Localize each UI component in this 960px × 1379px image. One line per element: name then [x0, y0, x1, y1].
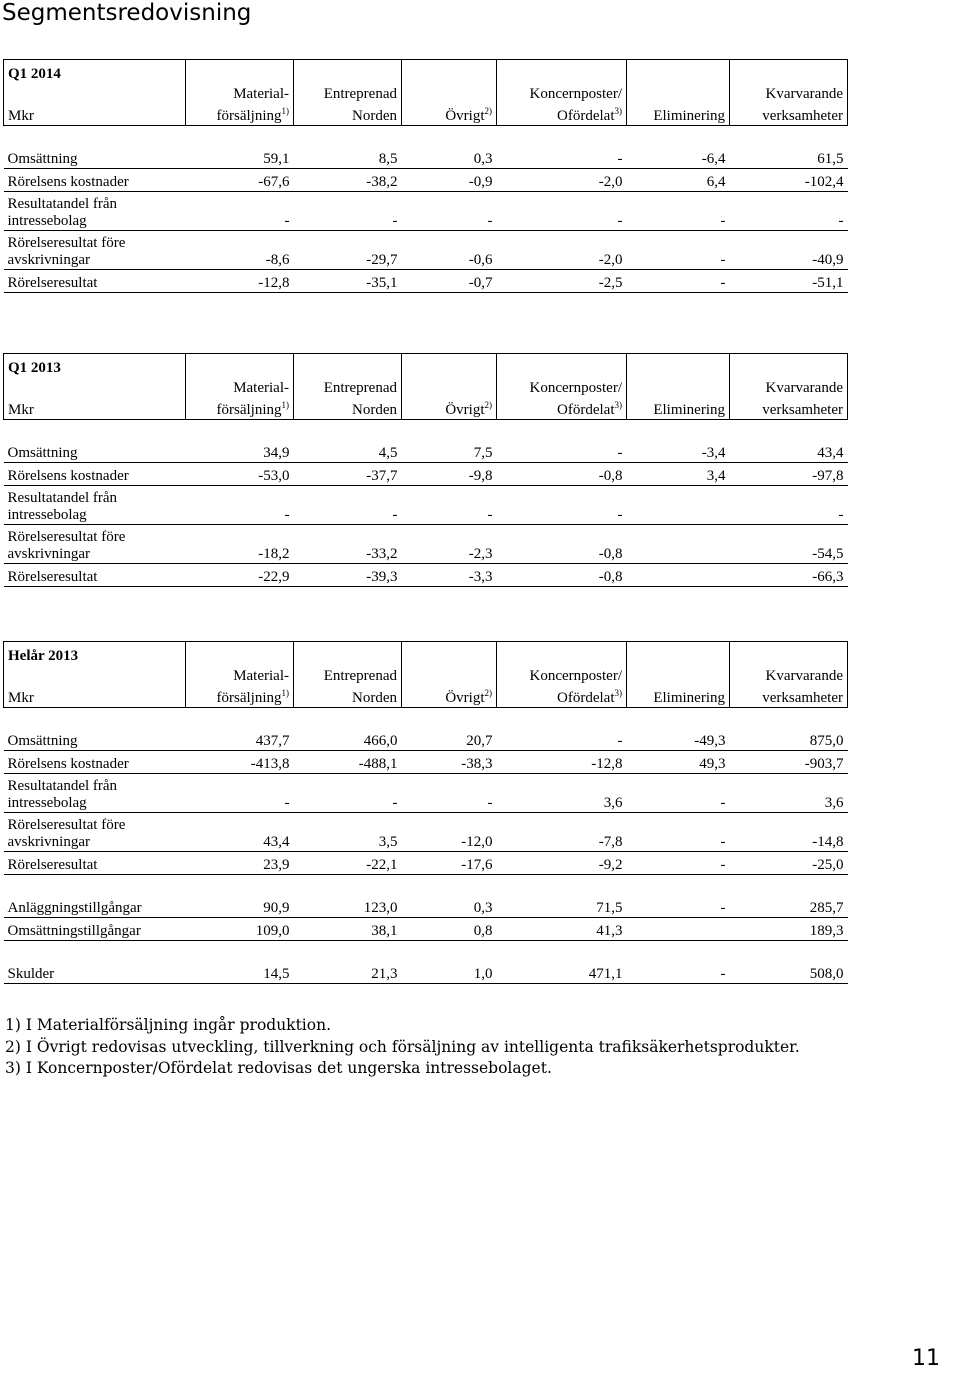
- period-header-row: [4, 354, 848, 378]
- table-cell: -2,5: [497, 270, 627, 293]
- row-label-line1: Rörelseresultat: [7, 275, 98, 291]
- table-cell: 3,6: [730, 774, 848, 813]
- table-cell: -67,6: [186, 169, 294, 192]
- table-row: [4, 728, 848, 751]
- header-spacer: [497, 354, 627, 378]
- column-header-line1: Kvarvarande: [765, 380, 843, 396]
- row-label-line1: Rörelseresultat: [7, 857, 98, 873]
- row-label-line1: Skulder: [7, 966, 55, 982]
- table-row: [4, 961, 848, 984]
- table-cell: -: [402, 192, 497, 231]
- footnote-1: 1) I Materialförsäljning ingår produktion.: [5, 1016, 331, 1034]
- column-header: [294, 665, 402, 708]
- column-header-line2: Ofördelat: [557, 108, 615, 124]
- table-cell: 49,3: [627, 751, 730, 774]
- row-label: [4, 486, 186, 525]
- header-spacer: [497, 642, 627, 666]
- header-spacer: [497, 60, 627, 84]
- table-cell: 437,7: [186, 728, 294, 751]
- column-header-line2: verksamheter: [762, 108, 843, 124]
- column-header-line2: försäljning: [216, 108, 282, 124]
- table-cell: 23,9: [186, 852, 294, 875]
- row-label-line1: Resultatandel från: [7, 196, 118, 212]
- header-spacer: [294, 60, 402, 84]
- page-title: Segmentsredovisning: [2, 0, 252, 26]
- column-header: [627, 83, 730, 126]
- column-header: [730, 83, 848, 126]
- table-cell: -53,0: [186, 463, 294, 486]
- table-cell: -102,4: [730, 169, 848, 192]
- table-cell: 3,4: [627, 463, 730, 486]
- row-label: [4, 270, 186, 293]
- column-header-line1: Material-: [233, 380, 289, 396]
- row-label: [4, 852, 186, 875]
- table-row: [4, 895, 848, 918]
- table-cell: -: [497, 146, 627, 169]
- table-row: [4, 918, 848, 941]
- table-cell: -3,3: [402, 564, 497, 587]
- table-cell: -18,2: [186, 525, 294, 564]
- unit-text: Mkr: [8, 690, 34, 706]
- table-cell: 41,3: [497, 918, 627, 941]
- row-label-line1: Rörelsens kostnader: [7, 756, 129, 772]
- row-label-line1: Rörelseresultat före: [7, 529, 126, 545]
- column-header-row: [4, 377, 848, 420]
- table-cell: 90,9: [186, 895, 294, 918]
- column-header-line1: Kvarvarande: [765, 86, 843, 102]
- period-header-row: [4, 60, 848, 84]
- column-header: [627, 665, 730, 708]
- table-cell: -: [627, 961, 730, 984]
- table-cell: -: [186, 774, 294, 813]
- column-header-line1: Entreprenad: [323, 86, 397, 102]
- table-cell: -6,4: [627, 146, 730, 169]
- table-cell: 8,5: [294, 146, 402, 169]
- table-cell: -54,5: [730, 525, 848, 564]
- table-cell: 875,0: [730, 728, 848, 751]
- column-header-line2: verksamheter: [762, 690, 843, 706]
- gap-row: [4, 708, 848, 729]
- column-header: [627, 377, 730, 420]
- period-text: Q1 2014: [8, 66, 61, 82]
- column-header-line1: Material-: [233, 668, 289, 684]
- table-cell: -39,3: [294, 564, 402, 587]
- column-header-line1: Koncernposter/: [529, 380, 622, 396]
- table-cell: -97,8: [730, 463, 848, 486]
- row-label: [4, 192, 186, 231]
- table-cell: 0,8: [402, 918, 497, 941]
- table-cell: -38,2: [294, 169, 402, 192]
- column-header: [294, 83, 402, 126]
- gap-row: [4, 420, 848, 441]
- table-cell: [627, 564, 730, 587]
- table-cell: 109,0: [186, 918, 294, 941]
- table-cell: -: [186, 486, 294, 525]
- row-label: [4, 564, 186, 587]
- table-cell: -903,7: [730, 751, 848, 774]
- table-cell: -0,8: [497, 564, 627, 587]
- table-cell: -0,6: [402, 231, 497, 270]
- table-cell: -12,8: [186, 270, 294, 293]
- column-header-line2: Eliminering: [653, 690, 725, 706]
- column-header: [730, 665, 848, 708]
- row-label-line1: Omsättning: [7, 733, 78, 749]
- table-cell: -51,1: [730, 270, 848, 293]
- column-header-line1: Kvarvarande: [765, 668, 843, 684]
- row-label-line1: Resultatandel från: [7, 490, 118, 506]
- column-header: [186, 83, 294, 126]
- table-row: [4, 564, 848, 587]
- table-cell: -: [402, 774, 497, 813]
- table-cell: -25,0: [730, 852, 848, 875]
- table-cell: 508,0: [730, 961, 848, 984]
- table-cell: -: [294, 774, 402, 813]
- table-cell: -35,1: [294, 270, 402, 293]
- table-cell: [627, 525, 730, 564]
- row-label-line2: intressebolag: [7, 213, 87, 229]
- table-cell: 34,9: [186, 440, 294, 463]
- table-cell: -38,3: [402, 751, 497, 774]
- row-label-line1: Omsättning: [7, 445, 78, 461]
- table-cell: -12,8: [497, 751, 627, 774]
- header-spacer: [627, 642, 730, 666]
- header-spacer: [186, 642, 294, 666]
- row-label-line2: intressebolag: [7, 507, 87, 523]
- table-cell: [627, 918, 730, 941]
- row-label-line1: Rörelsens kostnader: [7, 468, 129, 484]
- column-footnote-ref: 3): [614, 400, 622, 410]
- segment-table-2: [3, 641, 848, 984]
- table-cell: -22,1: [294, 852, 402, 875]
- column-header-line2: Norden: [352, 108, 397, 124]
- header-spacer: [402, 354, 497, 378]
- table-cell: 3,6: [497, 774, 627, 813]
- row-label-line1: Anläggningstillgångar: [7, 900, 142, 916]
- column-footnote-ref: 1): [281, 106, 289, 116]
- column-header: [497, 665, 627, 708]
- column-header: [294, 377, 402, 420]
- period-label: [4, 60, 186, 84]
- gap-row: [4, 126, 848, 147]
- table-cell: 43,4: [186, 813, 294, 852]
- table-cell: 59,1: [186, 146, 294, 169]
- row-label-line1: Rörelseresultat: [7, 569, 98, 585]
- header-spacer: [402, 60, 497, 84]
- table-cell: 1,0: [402, 961, 497, 984]
- gap-row: [4, 941, 848, 962]
- table-cell: 466,0: [294, 728, 402, 751]
- table-cell: 0,3: [402, 895, 497, 918]
- row-label: [4, 146, 186, 169]
- table-cell: -: [627, 852, 730, 875]
- header-spacer: [186, 60, 294, 84]
- header-spacer: [627, 354, 730, 378]
- table-row: [4, 169, 848, 192]
- table-cell: -: [627, 270, 730, 293]
- table-row: [4, 774, 848, 813]
- row-label: [4, 169, 186, 192]
- table-cell: 0,3: [402, 146, 497, 169]
- table-cell: -22,9: [186, 564, 294, 587]
- table-cell: -: [294, 192, 402, 231]
- table-cell: 189,3: [730, 918, 848, 941]
- header-spacer: [627, 60, 730, 84]
- period-text: Helår 2013: [8, 648, 79, 664]
- column-header-line2: verksamheter: [762, 402, 843, 418]
- table-cell: -: [627, 774, 730, 813]
- table-row: [4, 146, 848, 169]
- footnote-2: 2) I Övrigt redovisas utveckling, tillverkning och försäljning av intelligenta trafiksäkerhetsprodukter.: [5, 1037, 800, 1056]
- table-cell: -488,1: [294, 751, 402, 774]
- column-header: [402, 665, 497, 708]
- column-header-line2: Övrigt: [445, 690, 485, 706]
- segment-table-1: [3, 353, 848, 587]
- row-label-line1: Rörelseresultat före: [7, 235, 126, 251]
- table-cell: -66,3: [730, 564, 848, 587]
- table-row: [4, 231, 848, 270]
- column-header-line1: Koncernposter/: [529, 668, 622, 684]
- row-label: [4, 231, 186, 270]
- column-header-row: [4, 83, 848, 126]
- period-text: Q1 2013: [8, 360, 61, 376]
- footnote-3: 3) I Koncernposter/Ofördelat redovisas det ungerska intressebolaget.: [5, 1059, 552, 1077]
- table-cell: -3,4: [627, 440, 730, 463]
- column-header-line2: Norden: [352, 402, 397, 418]
- table-row: [4, 440, 848, 463]
- column-header-line1: Entreprenad: [323, 380, 397, 396]
- table-cell: [627, 486, 730, 525]
- header-spacer: [294, 354, 402, 378]
- column-header-line1: Koncernposter/: [529, 86, 622, 102]
- column-header-line1: Material-: [233, 86, 289, 102]
- row-label: [4, 813, 186, 852]
- table-cell: 20,7: [402, 728, 497, 751]
- column-header-line2: Eliminering: [653, 402, 725, 418]
- unit-label: [4, 665, 186, 708]
- table-cell: -: [497, 440, 627, 463]
- table-cell: 7,5: [402, 440, 497, 463]
- gap-row: [4, 875, 848, 896]
- row-label-line1: Rörelsens kostnader: [7, 174, 129, 190]
- column-header: [186, 377, 294, 420]
- column-footnote-ref: 2): [484, 400, 492, 410]
- column-header: [402, 377, 497, 420]
- table-cell: -37,7: [294, 463, 402, 486]
- table-cell: -: [627, 192, 730, 231]
- table-row: [4, 270, 848, 293]
- table-cell: -2,3: [402, 525, 497, 564]
- unit-label: [4, 83, 186, 126]
- table-cell: -29,7: [294, 231, 402, 270]
- table-row: [4, 751, 848, 774]
- row-label: [4, 751, 186, 774]
- column-header-line2: Norden: [352, 690, 397, 706]
- table-cell: -: [730, 192, 848, 231]
- table-cell: 4,5: [294, 440, 402, 463]
- table-cell: -: [497, 486, 627, 525]
- row-label: [4, 463, 186, 486]
- table-cell: -413,8: [186, 751, 294, 774]
- column-header: [497, 83, 627, 126]
- table-cell: 38,1: [294, 918, 402, 941]
- row-label: [4, 728, 186, 751]
- row-label-line1: Rörelseresultat före: [7, 817, 126, 833]
- row-label-line2: intressebolag: [7, 795, 87, 811]
- table-row: [4, 852, 848, 875]
- header-spacer: [730, 354, 848, 378]
- table-cell: 14,5: [186, 961, 294, 984]
- column-header-line2: Övrigt: [445, 108, 485, 124]
- page-number: 11: [912, 1346, 940, 1371]
- table-cell: -: [186, 192, 294, 231]
- row-label: [4, 918, 186, 941]
- table-cell: 471,1: [497, 961, 627, 984]
- table-cell: -: [730, 486, 848, 525]
- row-label: [4, 440, 186, 463]
- period-label: [4, 354, 186, 378]
- table-cell: 21,3: [294, 961, 402, 984]
- header-spacer: [402, 642, 497, 666]
- row-label-line1: Omsättning: [7, 151, 78, 167]
- row-label-line1: Resultatandel från: [7, 778, 118, 794]
- column-header-line2: Ofördelat: [557, 690, 615, 706]
- header-spacer: [730, 60, 848, 84]
- table-cell: 61,5: [730, 146, 848, 169]
- header-spacer: [730, 642, 848, 666]
- column-header: [186, 665, 294, 708]
- header-spacer: [294, 642, 402, 666]
- table-cell: 71,5: [497, 895, 627, 918]
- column-footnote-ref: 2): [484, 688, 492, 698]
- table-cell: -12,0: [402, 813, 497, 852]
- unit-text: Mkr: [8, 108, 34, 124]
- column-header-line2: Ofördelat: [557, 402, 615, 418]
- table-cell: -: [497, 728, 627, 751]
- header-spacer: [186, 354, 294, 378]
- period-header-row: [4, 642, 848, 666]
- column-header: [730, 377, 848, 420]
- table-cell: -: [402, 486, 497, 525]
- table-cell: -0,8: [497, 463, 627, 486]
- table-cell: 123,0: [294, 895, 402, 918]
- table-cell: -8,6: [186, 231, 294, 270]
- row-label: [4, 961, 186, 984]
- table-cell: -: [627, 813, 730, 852]
- table-row: [4, 813, 848, 852]
- column-header-line1: Entreprenad: [323, 668, 397, 684]
- table-row: [4, 486, 848, 525]
- table-cell: -17,6: [402, 852, 497, 875]
- period-label: [4, 642, 186, 666]
- table-cell: -: [294, 486, 402, 525]
- table-cell: -: [627, 895, 730, 918]
- table-cell: 3,5: [294, 813, 402, 852]
- footnotes: [5, 1015, 800, 1080]
- column-footnote-ref: 1): [281, 400, 289, 410]
- column-header-line2: Övrigt: [445, 402, 485, 418]
- table-cell: -2,0: [497, 231, 627, 270]
- table-cell: -14,8: [730, 813, 848, 852]
- column-header: [497, 377, 627, 420]
- column-footnote-ref: 3): [614, 106, 622, 116]
- table-cell: -9,2: [497, 852, 627, 875]
- row-label: [4, 895, 186, 918]
- row-label: [4, 774, 186, 813]
- column-header-line2: Eliminering: [653, 108, 725, 124]
- table-cell: -0,9: [402, 169, 497, 192]
- table-cell: -: [497, 192, 627, 231]
- table-row: [4, 525, 848, 564]
- column-header: [402, 83, 497, 126]
- table-row: [4, 192, 848, 231]
- table-cell: -2,0: [497, 169, 627, 192]
- table-cell: -40,9: [730, 231, 848, 270]
- column-header-line2: försäljning: [216, 402, 282, 418]
- table-cell: -: [627, 231, 730, 270]
- table-cell: -0,7: [402, 270, 497, 293]
- row-label: [4, 525, 186, 564]
- table-cell: -33,2: [294, 525, 402, 564]
- column-footnote-ref: 1): [281, 688, 289, 698]
- unit-label: [4, 377, 186, 420]
- row-label-line2: avskrivningar: [7, 834, 90, 850]
- table-cell: 285,7: [730, 895, 848, 918]
- segment-table-0: [3, 59, 848, 293]
- column-header-line2: försäljning: [216, 690, 282, 706]
- column-footnote-ref: 2): [484, 106, 492, 116]
- table-cell: 6,4: [627, 169, 730, 192]
- table-cell: 43,4: [730, 440, 848, 463]
- column-header-row: [4, 665, 848, 708]
- table-row: [4, 463, 848, 486]
- table-cell: -49,3: [627, 728, 730, 751]
- column-footnote-ref: 3): [614, 688, 622, 698]
- table-cell: -9,8: [402, 463, 497, 486]
- row-label-line2: avskrivningar: [7, 546, 90, 562]
- unit-text: Mkr: [8, 402, 34, 418]
- row-label-line1: Omsättningstillgångar: [7, 923, 141, 939]
- row-label-line2: avskrivningar: [7, 252, 90, 268]
- table-cell: -0,8: [497, 525, 627, 564]
- table-cell: -7,8: [497, 813, 627, 852]
